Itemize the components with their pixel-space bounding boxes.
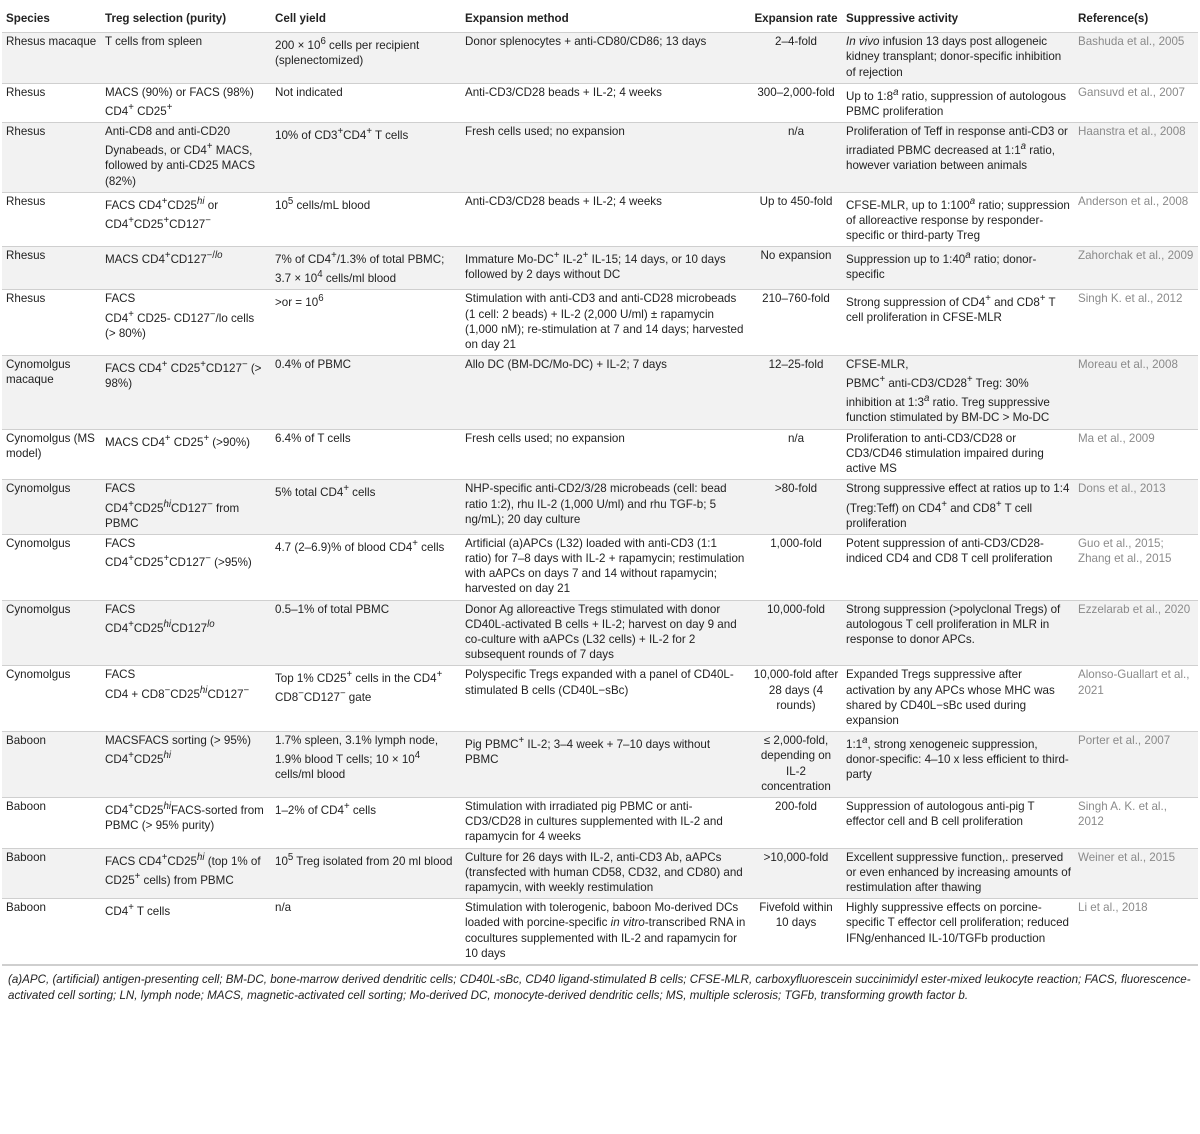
species-cell: Rhesus: [2, 247, 101, 290]
reference-cell: Li et al., 2018: [1074, 899, 1198, 965]
expansion-rate-cell: ≤ 2,000-fold, depending on IL-2 concentration: [749, 732, 842, 798]
table-row: [2, 848, 1198, 899]
species-cell: Baboon: [2, 899, 101, 965]
suppressive-activity-cell: Potent suppression of anti-CD3/CD28-indiced CD4 and CD8 T cell proliferation: [842, 534, 1074, 600]
suppressive-activity-cell: 1:1$^a$, strong xenogeneic suppression, donor-specific: 4–10 x less efficient to third-party: [842, 732, 1074, 798]
header-treg-selection: Treg selection (purity): [101, 8, 271, 33]
species-cell: Rhesus: [2, 290, 101, 356]
suppressive-activity-cell: In vivo infusion 13 days post allogeneic kidney transplant; donor-specific inhibition of rejection: [842, 33, 1074, 84]
expansion-method-cell: Stimulation with anti-CD3 and anti-CD28 microbeads (1 cell: 2 beads) + IL-2 (2,000 U/ml) ± rapamycin (1,000 nM); re-stimulation at 7 and 14 days; harvested on day 21: [461, 290, 749, 356]
expansion-rate-cell: No expansion: [749, 247, 842, 290]
suppressive-activity-cell: Suppression up to 1:40$^a$ ratio; donor-specific: [842, 247, 1074, 290]
treg-table: [2, 8, 1198, 965]
suppressive-activity-cell: Proliferation of Teff in response anti-CD3 or irradiated PBMC decreased at 1:1$^a$ ratio, however variation between animals: [842, 123, 1074, 193]
expansion-method-cell: Artificial (a)APCs (L32) loaded with anti-CD3 (1:1 ratio) for 7–8 days with IL-2 + rapamycin; restimulation with aAPCs on days 7 and 14 without rapamycin; harvested on day 21: [461, 534, 749, 600]
cell-yield-cell: 1.7% spleen, 3.1% lymph node, 1.9% blood T cells; $10 \times 10^4$ cells/ml blood: [271, 732, 461, 798]
reference-cell: Guo et al., 2015; Zhang et al., 2015: [1074, 534, 1198, 600]
table-row: [2, 798, 1198, 849]
table-row: [2, 480, 1198, 534]
expansion-method-cell: Polyspecific Tregs expanded with a panel of CD40L-stimulated B cells (CD40L−sBc): [461, 666, 749, 732]
reference-cell: Porter et al., 2007: [1074, 732, 1198, 798]
suppressive-activity-cell: Up to 1:8$^a$ ratio, suppression of autologous PBMC proliferation: [842, 83, 1074, 122]
expansion-method-cell: NHP-specific anti-CD2/3/28 microbeads (cell: bead ratio 1:2), rhu IL-2 (1,000 U/ml) and rhu TGF-b; 5 ng/mL); 20 day culture: [461, 480, 749, 534]
expansion-rate-cell: n/a: [749, 429, 842, 480]
table-footnote: (a)APC, (artificial) antigen-presenting cell; BM-DC, bone-marrow derived dendritic cells; CD40L-sBc, CD40 ligand-stimulated B cells; CFSE-MLR, carboxyfluorescein succinimidyl ester-mixed leukocyte reaction; FACS, fluorescence-activated cell sorting; LN, lymph node; MACS, magnetic-activated cell sorting; Mo-derived DC, monocyte-derived dendritic cells; MS, multiple sclerosis; TGFb, transforming growth factor b.: [2, 965, 1198, 1003]
header-row: [2, 8, 1198, 33]
expansion-rate-cell: Fivefold within 10 days: [749, 899, 842, 965]
suppressive-activity-cell: Strong suppressive effect at ratios up to 1:4 (Treg:Teff) on CD4+ and CD8+ T cell proliferation: [842, 480, 1074, 534]
expansion-rate-cell: Up to 450-fold: [749, 192, 842, 246]
suppressive-activity-cell: Highly suppressive effects on porcine-specific T effector cell proliferation; reduced IFNg/enhanced IL-10/TGFb production: [842, 899, 1074, 965]
expansion-method-cell: Stimulation with irradiated pig PBMC or anti-CD3/CD28 in cultures supplemented with IL-2 and rapamycin for 4 weeks: [461, 798, 749, 849]
reference-cell: Moreau et al., 2008: [1074, 356, 1198, 430]
treg-selection-cell: FACS $CD4^+CD25^{hi}CD127^-$ from PBMC: [101, 480, 271, 534]
suppressive-activity-cell: Proliferation to anti-CD3/CD28 or CD3/CD46 stimulation impaired during active MS: [842, 429, 1074, 480]
cell-yield-cell: $200 \times 10^6$ cells per recipient (splenectomized): [271, 33, 461, 84]
treg-selection-cell: $CD4^+CD25^{hi}FACS$-sorted from PBMC (> 95% purity): [101, 798, 271, 849]
species-cell: Cynomolgus macaque: [2, 356, 101, 430]
expansion-rate-cell: 2–4-fold: [749, 33, 842, 84]
table-row: [2, 247, 1198, 290]
header-expansion-method: Expansion method: [461, 8, 749, 33]
table-row: [2, 356, 1198, 430]
treg-selection-cell: FACS $CD4^+CD25^{hi}$ or CD4+CD25+CD127−: [101, 192, 271, 246]
treg-selection-cell: FACS CD4+CD25+CD127− (>95%): [101, 534, 271, 600]
expansion-method-cell: Allo DC (BM-DC/Mo-DC) + IL-2; 7 days: [461, 356, 749, 430]
cell-yield-cell: 10% of CD3+CD4+ T cells: [271, 123, 461, 193]
reference-cell: Singh K. et al., 2012: [1074, 290, 1198, 356]
treg-selection-cell: CD4+ T cells: [101, 899, 271, 965]
expansion-method-cell: Pig PBMC+ IL-2; 3–4 week + 7–10 days without PBMC: [461, 732, 749, 798]
expansion-rate-cell: >10,000-fold: [749, 848, 842, 899]
treg-selection-cell: MACS (90%) or FACS (98%) CD4+ CD25+: [101, 83, 271, 122]
expansion-rate-cell: 200-fold: [749, 798, 842, 849]
expansion-method-cell: Fresh cells used; no expansion: [461, 123, 749, 193]
table-row: [2, 123, 1198, 193]
suppressive-activity-cell: Expanded Tregs suppressive after activation by any APCs whose MHC was shared by CD40L−sBc used during expansion: [842, 666, 1074, 732]
suppressive-activity-cell: Strong suppression (>polyclonal Tregs) of autologous T cell proliferation in MLR in response to donor APCs.: [842, 600, 1074, 666]
suppressive-activity-cell: Strong suppression of CD4+ and CD8+ T cell proliferation in CFSE-MLR: [842, 290, 1074, 356]
species-cell: Baboon: [2, 798, 101, 849]
cell-yield-cell: 6.4% of T cells: [271, 429, 461, 480]
treg-selection-cell: MACS CD4+ CD25+ (>90%): [101, 429, 271, 480]
expansion-rate-cell: 1,000-fold: [749, 534, 842, 600]
expansion-method-cell: Anti-CD3/CD28 beads + IL-2; 4 weeks: [461, 83, 749, 122]
species-cell: Cynomolgus: [2, 480, 101, 534]
species-cell: Cynomolgus: [2, 666, 101, 732]
reference-cell: Anderson et al., 2008: [1074, 192, 1198, 246]
reference-cell: Bashuda et al., 2005: [1074, 33, 1198, 84]
header-cell-yield: Cell yield: [271, 8, 461, 33]
header-expansion-rate: Expansion rate: [749, 8, 842, 33]
reference-cell: Singh A. K. et al., 2012: [1074, 798, 1198, 849]
expansion-rate-cell: 12–25-fold: [749, 356, 842, 430]
reference-cell: Alonso-Guallart et al., 2021: [1074, 666, 1198, 732]
species-cell: Cynomolgus: [2, 600, 101, 666]
expansion-method-cell: Anti-CD3/CD28 beads + IL-2; 4 weeks: [461, 192, 749, 246]
species-cell: Cynomolgus: [2, 534, 101, 600]
suppressive-activity-cell: CFSE-MLR, up to 1:100$^a$ ratio; suppression of alloreactive response by responder-specific or third-party Treg: [842, 192, 1074, 246]
expansion-method-cell: Culture for 26 days with IL-2, anti-CD3 Ab, aAPCs (transfected with human CD58, CD32, and CD80) and rapamycin, with weekly restimulation: [461, 848, 749, 899]
reference-cell: Haanstra et al., 2008: [1074, 123, 1198, 193]
species-cell: Rhesus: [2, 83, 101, 122]
expansion-method-cell: Fresh cells used; no expansion: [461, 429, 749, 480]
table-row: [2, 732, 1198, 798]
reference-cell: Ezzelarab et al., 2020: [1074, 600, 1198, 666]
expansion-rate-cell: 10,000-fold after 28 days (4 rounds): [749, 666, 842, 732]
treg-selection-cell: FACS $CD4^+CD25^{hi}$ (top 1% of CD25+ cells) from PBMC: [101, 848, 271, 899]
reference-cell: Ma et al., 2009: [1074, 429, 1198, 480]
suppressive-activity-cell: Excellent suppressive function,. preserved or even enhanced by increasing amounts of restimulation after thawing: [842, 848, 1074, 899]
species-cell: Rhesus: [2, 123, 101, 193]
cell-yield-cell: 7% of CD4+/1.3% of total PBMC; $3.7 \times 10^4$ cells/ml blood: [271, 247, 461, 290]
species-cell: Baboon: [2, 848, 101, 899]
cell-yield-cell: $10^5$ Treg isolated from 20 ml blood: [271, 848, 461, 899]
treg-selection-cell: MACS $CD4^+CD127^{-/lo}$: [101, 247, 271, 290]
suppressive-activity-cell: CFSE-MLR, PBMC+ anti-CD3/CD28+ Treg: 30% inhibition at 1:3$^a$ ratio. Treg suppressive function stimulated by BM-DC > Mo-DC: [842, 356, 1074, 430]
cell-yield-cell: n/a: [271, 899, 461, 965]
header-references: Reference(s): [1074, 8, 1198, 33]
cell-yield-cell: 0.5–1% of total PBMC: [271, 600, 461, 666]
table-row: [2, 33, 1198, 84]
table-row: [2, 534, 1198, 600]
table-row: [2, 83, 1198, 122]
cell-yield-cell: $>or = 10^6$: [271, 290, 461, 356]
cell-yield-cell: 4.7 (2–6.9)% of blood CD4+ cells: [271, 534, 461, 600]
table-body: [2, 33, 1198, 965]
expansion-rate-cell: 210–760-fold: [749, 290, 842, 356]
treg-selection-cell: FACS $CD4^+CD25^{hi}CD127^{lo}$: [101, 600, 271, 666]
species-cell: Rhesus: [2, 192, 101, 246]
species-cell: Rhesus macaque: [2, 33, 101, 84]
expansion-method-cell: Donor Ag alloreactive Tregs stimulated with donor CD40L-activated B cells + IL-2; harvest on day 9 and co-culture with aAPCs (L32 cells) + IL-2 for 2 subsequent rounds of 7 days: [461, 600, 749, 666]
treg-selection-cell: FACS CD4+ CD25- CD127−/lo cells (> 80%): [101, 290, 271, 356]
expansion-rate-cell: n/a: [749, 123, 842, 193]
cell-yield-cell: 1–2% of CD4+ cells: [271, 798, 461, 849]
reference-cell: Dons et al., 2013: [1074, 480, 1198, 534]
table-row: [2, 290, 1198, 356]
cell-yield-cell: 5% total CD4+ cells: [271, 480, 461, 534]
treg-selection-cell: T cells from spleen: [101, 33, 271, 84]
expansion-method-cell: Stimulation with tolerogenic, baboon Mo-derived DCs loaded with porcine-specific in vitro-transcribed RNA in cocultures supplemented with IL-2 and rapamycin for 10 days: [461, 899, 749, 965]
expansion-rate-cell: 10,000-fold: [749, 600, 842, 666]
table-row: [2, 600, 1198, 666]
cell-yield-cell: 0.4% of PBMC: [271, 356, 461, 430]
table-header: [2, 8, 1198, 33]
species-cell: Cynomolgus (MS model): [2, 429, 101, 480]
treg-selection-cell: FACS CD4+ CD25+CD127− (> 98%): [101, 356, 271, 430]
reference-cell: Weiner et al., 2015: [1074, 848, 1198, 899]
reference-cell: Gansuvd et al., 2007: [1074, 83, 1198, 122]
reference-cell: Zahorchak et al., 2009: [1074, 247, 1198, 290]
expansion-rate-cell: >80-fold: [749, 480, 842, 534]
treg-selection-cell: MACSFACS sorting (> 95%) $CD4^+CD25^{hi}$: [101, 732, 271, 798]
species-cell: Baboon: [2, 732, 101, 798]
table-row: [2, 429, 1198, 480]
expansion-rate-cell: 300–2,000-fold: [749, 83, 842, 122]
expansion-method-cell: Donor splenocytes + anti-CD80/CD86; 13 days: [461, 33, 749, 84]
treg-selection-cell: FACS $CD4 + CD8^-CD25^{hi}CD127^-$: [101, 666, 271, 732]
cell-yield-cell: Top 1% CD25+ cells in the CD4+ CD8−CD127− gate: [271, 666, 461, 732]
table-row: [2, 899, 1198, 965]
header-suppressive-activity: Suppressive activity: [842, 8, 1074, 33]
table-row: [2, 666, 1198, 732]
cell-yield-cell: $10^5$ cells/mL blood: [271, 192, 461, 246]
treg-selection-cell: Anti-CD8 and anti-CD20 Dynabeads, or CD4+ MACS, followed by anti-CD25 MACS (82%): [101, 123, 271, 193]
expansion-method-cell: Immature Mo-DC+ IL-2+ IL-15; 14 days, or 10 days followed by 2 days without DC: [461, 247, 749, 290]
table-row: [2, 192, 1198, 246]
header-species: Species: [2, 8, 101, 33]
cell-yield-cell: Not indicated: [271, 83, 461, 122]
suppressive-activity-cell: Suppression of autologous anti-pig T effector cell and B cell proliferation: [842, 798, 1074, 849]
